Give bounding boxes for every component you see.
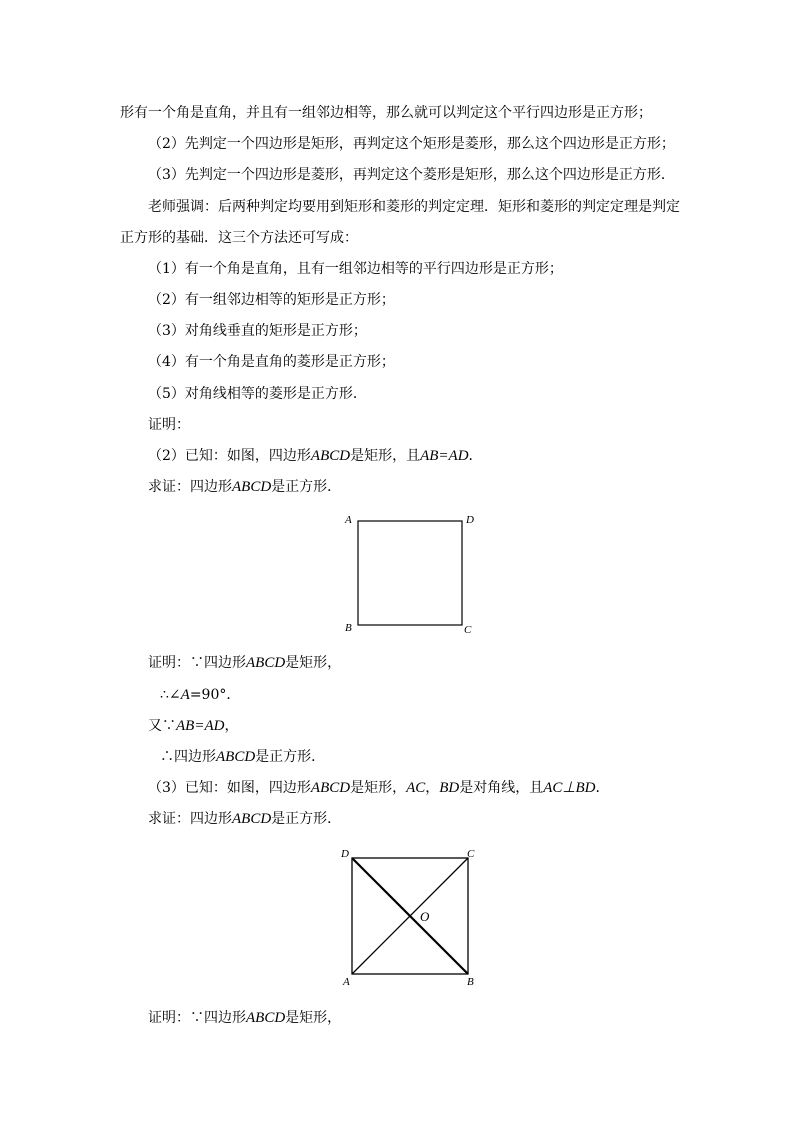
vertex-label-d: D: [341, 848, 349, 860]
punct: ．: [595, 780, 610, 796]
square-diagonals-figure: [335, 843, 485, 993]
text-line: （2）有一组邻边相等的矩形是正方形；: [148, 292, 395, 308]
prove-statement: [148, 810, 341, 828]
proof-step: [160, 748, 325, 766]
given-text: （2）已知：如图，四边形: [148, 448, 311, 464]
vertex-label-a: A: [343, 976, 350, 988]
vertex-label-b: B: [345, 622, 352, 634]
vertex-label-c: C: [467, 848, 475, 860]
proof-step: [148, 717, 238, 735]
text-line: （1）有一个角是直角，且有一组邻边相等的平行四边形是正方形；: [148, 261, 563, 277]
text-line: 老师强调：后两种判定均要用到矩形和菱形的判定定理．矩形和菱形的判定定理是判定: [148, 199, 680, 215]
quad-name: ABCD: [216, 749, 256, 765]
text-line: 形有一个角是直角，并且有一组邻边相等，那么就可以判定这个平行四边形是正方形；: [120, 105, 652, 121]
text-line: 正方形的基础．这三个方法还可写成：: [120, 230, 358, 246]
square-figure: [340, 510, 480, 640]
proof-text: ，: [224, 718, 239, 734]
punct: ，: [425, 780, 440, 796]
proof-text: 又∵: [148, 718, 176, 734]
quad-name: ABCD: [310, 780, 351, 796]
text-line: （3）对角线垂直的矩形是正方形；: [148, 323, 367, 339]
quad-name: ABCD: [232, 811, 272, 827]
given-text: （3）已知：如图，四边形: [148, 780, 311, 796]
prove-text: 求证：四边形: [148, 811, 232, 827]
quad-name: ABCD: [246, 1010, 286, 1026]
prove-statement: [148, 478, 341, 496]
prove-text: 是正方形．: [271, 479, 342, 495]
diagonal-name: AC: [406, 780, 426, 796]
vertex-label-d: D: [466, 514, 474, 526]
text-line: （4）有一个角是直角的菱形是正方形；: [148, 354, 395, 370]
proof-text: 是矩形，: [285, 1010, 342, 1026]
proof-text: =90°．: [189, 687, 241, 703]
given-text: 是矩形，且: [350, 448, 421, 464]
square-outline: [358, 521, 462, 625]
center-label-o: O: [420, 909, 430, 924]
proof-text: 证明：∵四边形: [148, 1010, 246, 1026]
proof-text: 是正方形．: [255, 749, 326, 765]
condition: AB=AD: [176, 718, 225, 734]
proof-step: [148, 1009, 341, 1027]
vertex-label-a: A: [345, 514, 352, 526]
proof-step: [148, 654, 341, 672]
proof-text: ∴∠: [160, 687, 181, 703]
angle-var: A: [180, 687, 190, 703]
proof-text: 是矩形，: [285, 655, 342, 671]
vertex-label-b: B: [467, 976, 474, 988]
prove-text: 是正方形．: [271, 811, 342, 827]
prove-text: 求证：四边形: [148, 479, 232, 495]
proof-step: [160, 686, 240, 704]
quad-name: ABCD: [310, 448, 351, 464]
given-text: 是矩形，: [350, 780, 407, 796]
punct: ．: [468, 448, 483, 464]
text-line: （3）先判定一个四边形是菱形，再判定这个菱形是矩形，那么这个四边形是正方形．: [148, 167, 675, 183]
text-line: （2）先判定一个四边形是矩形，再判定这个矩形是菱形，那么这个四边形是正方形；: [148, 136, 675, 152]
condition: AB=AD: [420, 448, 469, 464]
proof-text: 证明：∵四边形: [148, 655, 246, 671]
quad-name: ABCD: [246, 655, 286, 671]
condition: AC⊥BD: [543, 780, 596, 796]
given-statement: [148, 779, 610, 797]
text-line: （5）对角线相等的菱形是正方形．: [148, 386, 367, 402]
vertex-label-c: C: [464, 624, 472, 636]
diagonal-name: BD: [439, 780, 460, 796]
given-text: 是对角线，且: [459, 780, 544, 796]
proof-text: ∴四边形: [160, 749, 216, 765]
quad-name: ABCD: [232, 479, 272, 495]
text-line: 证明：: [148, 417, 190, 433]
given-statement: [148, 447, 483, 465]
